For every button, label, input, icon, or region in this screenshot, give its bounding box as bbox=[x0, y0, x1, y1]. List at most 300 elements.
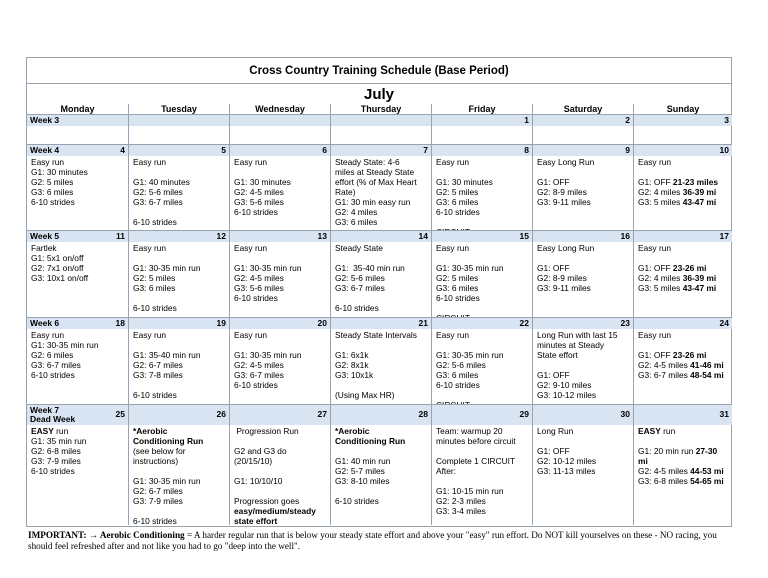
date-number: 16 bbox=[620, 231, 630, 241]
workout-text bbox=[436, 426, 530, 516]
workout-text-segment: G1: OFF bbox=[537, 177, 570, 187]
workout-line bbox=[436, 370, 530, 380]
workout-line bbox=[234, 187, 328, 197]
workout-line bbox=[638, 436, 730, 446]
day-cell bbox=[128, 404, 229, 525]
workout-text-segment: G3: 7-9 miles bbox=[31, 456, 81, 466]
workout-text bbox=[436, 330, 530, 410]
week-bar bbox=[129, 318, 229, 329]
week-bar bbox=[331, 231, 431, 242]
workout-line bbox=[537, 283, 631, 293]
week-label: Week 6 bbox=[30, 318, 60, 328]
date-number: 26 bbox=[216, 409, 226, 419]
workout-text-segment: Easy run bbox=[234, 157, 268, 167]
week-label: Week 4 bbox=[30, 145, 60, 155]
workout-text bbox=[638, 330, 730, 380]
week-label: Week 7 bbox=[30, 405, 60, 415]
date-number: 22 bbox=[519, 318, 529, 328]
week-bar bbox=[129, 405, 229, 425]
workout-text-segment: 6-10 strides bbox=[133, 217, 177, 227]
workout-text-segment: G3: 6-7 miles bbox=[234, 370, 284, 380]
workout-line bbox=[133, 370, 227, 380]
week-bar bbox=[230, 231, 330, 242]
date-number: 20 bbox=[317, 318, 327, 328]
workout-text-segment: G2 and G3 do bbox=[234, 446, 287, 456]
date-number: 9 bbox=[625, 145, 630, 155]
workout-line bbox=[335, 253, 429, 263]
workout-text-segment: G1: OFF bbox=[638, 263, 673, 273]
workout-text bbox=[638, 426, 730, 486]
workout-text-segment: G3: 10-12 miles bbox=[537, 390, 597, 400]
workout-text-segment: G3: 6-7 miles bbox=[638, 370, 691, 380]
workout-text-segment: Long Run bbox=[537, 426, 574, 436]
workout-line bbox=[31, 243, 126, 253]
workout-line bbox=[335, 496, 429, 506]
workout-text bbox=[638, 243, 730, 293]
workout-line bbox=[234, 243, 328, 253]
workout-line bbox=[31, 436, 126, 446]
workout-text-segment: G2: 6-8 miles bbox=[31, 446, 81, 456]
workout-line bbox=[436, 293, 530, 303]
week-bar bbox=[533, 405, 633, 425]
workout-text-segment: G2: 5 miles bbox=[436, 187, 479, 197]
workout-text-segment: Conditioning Run bbox=[335, 436, 406, 446]
workout-text-segment: run bbox=[53, 426, 69, 436]
workout-text-segment: 6-10 strides bbox=[234, 207, 278, 217]
date-number: 15 bbox=[519, 231, 529, 241]
workout-line bbox=[436, 177, 530, 187]
workout-text-segment: G3: 6-8 miles bbox=[638, 476, 691, 486]
week-bar bbox=[331, 115, 431, 126]
date-number: 24 bbox=[719, 318, 729, 328]
workout-line bbox=[133, 476, 227, 486]
workout-line bbox=[234, 506, 328, 516]
workout-text-segment: Easy run bbox=[638, 330, 672, 340]
workout-text-segment: Easy run bbox=[436, 157, 470, 167]
week-bar bbox=[533, 115, 633, 126]
day-cell bbox=[330, 230, 431, 317]
week-bar bbox=[129, 231, 229, 242]
day-cell bbox=[532, 144, 633, 230]
workout-line bbox=[133, 177, 227, 187]
date-number: 3 bbox=[724, 115, 729, 125]
workout-line bbox=[234, 293, 328, 303]
workout-line bbox=[31, 157, 126, 167]
week-bar bbox=[634, 231, 732, 242]
workout-text-segment: (see below for bbox=[133, 446, 186, 456]
week-bar bbox=[533, 145, 633, 156]
workout-line bbox=[537, 360, 631, 370]
workout-line bbox=[537, 456, 631, 466]
workout-text bbox=[133, 243, 227, 313]
week-bar bbox=[432, 405, 532, 425]
workout-text-segment: 23-26 mi bbox=[672, 263, 707, 273]
workout-line bbox=[436, 436, 530, 446]
workout-line bbox=[638, 263, 730, 273]
workout-line bbox=[335, 303, 429, 313]
workout-line bbox=[436, 506, 530, 516]
workout-line bbox=[436, 486, 530, 496]
day-cell bbox=[431, 144, 532, 230]
workout-line bbox=[638, 157, 730, 167]
workout-text bbox=[335, 243, 429, 313]
workout-text bbox=[31, 330, 126, 380]
workout-line bbox=[234, 516, 328, 526]
workout-line bbox=[537, 370, 631, 380]
date-number: 10 bbox=[719, 145, 729, 155]
workout-line bbox=[436, 243, 530, 253]
workout-text-segment: G2: 4 miles bbox=[335, 207, 378, 217]
workout-text-segment: G2: 8-9 miles bbox=[537, 273, 587, 283]
workout-line bbox=[335, 350, 429, 360]
date-number: 27 bbox=[317, 409, 327, 419]
workout-text-segment: minutes at Steady bbox=[537, 340, 605, 350]
week-bar bbox=[634, 318, 732, 329]
workout-line bbox=[133, 273, 227, 283]
workout-text-segment: 23-26 mi bbox=[672, 350, 707, 360]
workout-text-segment: G1: 20 min run bbox=[638, 446, 696, 456]
workout-line bbox=[436, 157, 530, 167]
workout-text-segment: G3: 11-13 miles bbox=[537, 466, 596, 476]
workout-line bbox=[436, 187, 530, 197]
workout-line bbox=[537, 390, 631, 400]
workout-line bbox=[537, 263, 631, 273]
day-cell bbox=[27, 404, 128, 525]
workout-text-segment: Easy run bbox=[133, 157, 167, 167]
workout-line bbox=[335, 486, 429, 496]
workout-line bbox=[234, 253, 328, 263]
workout-text-segment: Steady State Intervals bbox=[335, 330, 417, 340]
footnote-term: Aerobic Conditioning bbox=[99, 530, 185, 540]
workout-text-segment: 6-10 strides bbox=[436, 380, 480, 390]
workout-line bbox=[537, 243, 631, 253]
workout-text-segment: (20/15/10) bbox=[234, 456, 273, 466]
workout-line bbox=[638, 330, 730, 340]
workout-text-segment: Easy run bbox=[31, 330, 65, 340]
workout-line bbox=[133, 426, 227, 436]
workout-text bbox=[31, 157, 126, 207]
day-cell bbox=[431, 114, 532, 144]
workout-line bbox=[234, 446, 328, 456]
workout-text-segment: G3: 6 miles bbox=[31, 187, 74, 197]
workout-line bbox=[133, 340, 227, 350]
workout-text-segment: G1: 30-35 min run bbox=[436, 350, 504, 360]
workout-text-segment: G1: OFF bbox=[638, 350, 673, 360]
workout-text-segment: G3: 3-4 miles bbox=[436, 506, 486, 516]
workout-text-segment: 54-65 mi bbox=[690, 476, 724, 486]
day-cell bbox=[532, 317, 633, 404]
workout-text-segment: G3: 8-10 miles bbox=[335, 476, 390, 486]
date-number: 7 bbox=[423, 145, 428, 155]
workout-line bbox=[335, 466, 429, 476]
workout-line bbox=[436, 197, 530, 207]
workout-line bbox=[638, 177, 730, 187]
workout-text bbox=[335, 330, 429, 400]
workout-text-segment: G3: 5 miles bbox=[638, 283, 683, 293]
workout-text-segment: 6-10 strides bbox=[234, 293, 278, 303]
week-bar bbox=[533, 318, 633, 329]
workout-text-segment: G1: 30 minutes bbox=[436, 177, 493, 187]
workout-line bbox=[133, 506, 227, 516]
workout-line bbox=[234, 340, 328, 350]
workout-line bbox=[234, 360, 328, 370]
workout-line bbox=[335, 157, 429, 167]
workout-line bbox=[335, 273, 429, 283]
workout-text-segment: *Aerobic bbox=[335, 426, 370, 436]
day-cell bbox=[128, 114, 229, 144]
workout-line bbox=[133, 187, 227, 197]
workout-text-segment: 36-39 mi bbox=[682, 187, 717, 197]
week-bar bbox=[27, 405, 128, 425]
workout-text-segment: G2: 4 miles bbox=[638, 273, 683, 283]
workout-line bbox=[537, 167, 631, 177]
workout-text-segment: G3: 10x1 on/off bbox=[31, 273, 89, 283]
workout-text-segment: G2: 8x1k bbox=[335, 360, 369, 370]
workout-line bbox=[436, 283, 530, 293]
day-cell bbox=[229, 230, 330, 317]
workout-line bbox=[335, 390, 429, 400]
date-number: 31 bbox=[719, 409, 729, 419]
workout-line bbox=[335, 263, 429, 273]
workout-text-segment: Fartlek bbox=[31, 243, 57, 253]
workout-line bbox=[133, 516, 227, 526]
workout-line bbox=[335, 476, 429, 486]
workout-line bbox=[335, 436, 429, 446]
day-cell bbox=[431, 404, 532, 525]
workout-line bbox=[537, 187, 631, 197]
workout-line bbox=[436, 273, 530, 283]
day-cell bbox=[128, 230, 229, 317]
date-number: 17 bbox=[719, 231, 729, 241]
workout-line bbox=[638, 370, 730, 380]
workout-line bbox=[133, 243, 227, 253]
workout-line bbox=[31, 330, 126, 340]
workout-text bbox=[537, 426, 631, 476]
workout-line bbox=[234, 496, 328, 506]
workout-line bbox=[537, 273, 631, 283]
workout-text-segment: G3: 6 miles bbox=[436, 370, 479, 380]
day-cell bbox=[633, 230, 732, 317]
workout-line bbox=[436, 253, 530, 263]
workout-text-segment: G1: OFF bbox=[537, 263, 570, 273]
workout-text-segment: G1: 5x1 on/off bbox=[31, 253, 84, 263]
workout-line bbox=[638, 197, 730, 207]
workout-line bbox=[335, 207, 429, 217]
day-cell bbox=[532, 114, 633, 144]
day-cell bbox=[633, 114, 732, 144]
workout-text-segment: Rate) bbox=[335, 187, 356, 197]
workout-text-segment: G1: 10/10/10 bbox=[234, 476, 283, 486]
workout-text-segment: G2: 4 miles bbox=[638, 187, 683, 197]
workout-line bbox=[537, 197, 631, 207]
workout-line bbox=[537, 177, 631, 187]
workout-line bbox=[133, 466, 227, 476]
day-cell bbox=[27, 230, 128, 317]
workout-text-segment: G3: 6-7 miles bbox=[133, 197, 183, 207]
day-header-monday: Monday bbox=[60, 104, 95, 114]
workout-text-segment: minutes before circuit bbox=[436, 436, 516, 446]
week-bar bbox=[432, 115, 532, 126]
workout-line bbox=[133, 253, 227, 263]
workout-text-segment: 6-10 strides bbox=[335, 303, 379, 313]
workout-text-segment: G2: 5 miles bbox=[31, 177, 74, 187]
workout-text-segment: G2: 6-7 miles bbox=[133, 360, 183, 370]
workout-line bbox=[31, 197, 126, 207]
workout-text-segment: G1: 10-15 min run bbox=[436, 486, 504, 496]
workout-line bbox=[133, 293, 227, 303]
workout-line bbox=[31, 177, 126, 187]
workout-text-segment: 6-10 strides bbox=[436, 293, 480, 303]
workout-line bbox=[234, 157, 328, 167]
workout-line bbox=[133, 167, 227, 177]
workout-line bbox=[335, 446, 429, 456]
week-bar bbox=[129, 115, 229, 126]
workout-text-segment: Steady State: 4-6 bbox=[335, 157, 400, 167]
workout-text-segment: Team: warmup 20 bbox=[436, 426, 503, 436]
workout-text-segment: G3: 6 miles bbox=[436, 197, 479, 207]
workout-line bbox=[638, 187, 730, 197]
workout-line bbox=[234, 283, 328, 293]
workout-text-segment: G3: 5-6 miles bbox=[234, 197, 284, 207]
week-bar bbox=[432, 318, 532, 329]
date-number: 29 bbox=[519, 409, 529, 419]
workout-line bbox=[234, 330, 328, 340]
week-bar bbox=[27, 145, 128, 156]
workout-line bbox=[436, 217, 530, 227]
week-bar bbox=[230, 318, 330, 329]
day-header-sunday: Sunday bbox=[633, 104, 732, 114]
workout-text-segment: G2: 2-3 miles bbox=[436, 496, 486, 506]
workout-text-segment: G2: 6 miles bbox=[31, 350, 74, 360]
workout-text-segment: G2: 4-5 miles bbox=[638, 466, 691, 476]
workout-line bbox=[638, 456, 730, 466]
workout-text-segment: 27-30 bbox=[695, 446, 718, 456]
workout-line bbox=[234, 207, 328, 217]
workout-line bbox=[537, 426, 631, 436]
date-number: 19 bbox=[216, 318, 226, 328]
workout-text-segment: 6-10 strides bbox=[133, 516, 177, 526]
workout-line bbox=[234, 466, 328, 476]
workout-line bbox=[638, 283, 730, 293]
workout-line bbox=[234, 177, 328, 187]
day-cell bbox=[27, 144, 128, 230]
workout-text-segment: G2: 5 miles bbox=[436, 273, 479, 283]
workout-text-segment: G1: OFF bbox=[537, 446, 570, 456]
workout-line bbox=[537, 436, 631, 446]
workout-text-segment: Easy Long Run bbox=[537, 157, 595, 167]
workout-text bbox=[133, 330, 227, 400]
workout-line bbox=[436, 476, 530, 486]
workout-line bbox=[335, 243, 429, 253]
workout-line bbox=[638, 426, 730, 436]
workout-line bbox=[133, 360, 227, 370]
workout-text-segment: G1: OFF bbox=[537, 370, 570, 380]
workout-text-segment: 43-47 mi bbox=[682, 283, 717, 293]
week-bar bbox=[634, 405, 732, 425]
month-title: July bbox=[363, 85, 394, 103]
workout-line bbox=[638, 360, 730, 370]
workout-line bbox=[436, 360, 530, 370]
workout-text-segment: G1: 30-35 min run bbox=[133, 476, 201, 486]
workout-line bbox=[31, 263, 126, 273]
workout-text-segment: 6-10 strides bbox=[436, 207, 480, 217]
workout-text-segment: G3: 5 miles bbox=[638, 197, 683, 207]
week-sublabel: Dead Week bbox=[30, 414, 76, 424]
day-header-tuesday: Tuesday bbox=[128, 104, 229, 114]
workout-text-segment: 43-47 mi bbox=[682, 197, 717, 207]
workout-text-segment: 48-54 mi bbox=[690, 370, 724, 380]
week-bar bbox=[129, 145, 229, 156]
workout-text bbox=[31, 243, 126, 283]
workout-text-segment: G3: 6-7 miles bbox=[335, 283, 385, 293]
workout-line bbox=[234, 456, 328, 466]
workout-line bbox=[133, 496, 227, 506]
workout-text-segment: G3: 9-11 miles bbox=[537, 197, 591, 207]
workout-text-segment: After: bbox=[436, 466, 457, 476]
workout-text-segment: Easy run bbox=[638, 243, 672, 253]
workout-text-segment: G2: 9-10 miles bbox=[537, 380, 592, 390]
workout-text-segment: G3: 6-7 miles bbox=[31, 360, 81, 370]
workout-line bbox=[234, 486, 328, 496]
day-cell bbox=[431, 230, 532, 317]
week-bar bbox=[230, 405, 330, 425]
day-cell bbox=[431, 317, 532, 404]
day-cell bbox=[128, 317, 229, 404]
workout-line bbox=[436, 426, 530, 436]
workout-text-segment: G1: 35-40 min run bbox=[335, 263, 405, 273]
workout-text-segment: Progression goes bbox=[234, 496, 300, 506]
workout-line bbox=[537, 446, 631, 456]
workout-text-segment: G1: OFF bbox=[638, 177, 673, 187]
workout-text bbox=[436, 243, 530, 323]
workout-text-segment: EASY bbox=[31, 426, 54, 436]
workout-line bbox=[436, 466, 530, 476]
workout-text-segment: G1: 30-35 min run bbox=[31, 340, 99, 350]
workout-line bbox=[638, 253, 730, 263]
workout-text-segment: G1: 30-35 min run bbox=[436, 263, 504, 273]
week-bar bbox=[27, 115, 128, 126]
workout-text-segment: EASY bbox=[638, 426, 661, 436]
workout-line bbox=[335, 283, 429, 293]
workout-line bbox=[436, 330, 530, 340]
workout-text-segment: easy/medium/steady bbox=[234, 506, 316, 516]
workout-text-segment: Easy Long Run bbox=[537, 243, 595, 253]
week-bar bbox=[230, 145, 330, 156]
workout-line bbox=[133, 263, 227, 273]
footnote bbox=[28, 530, 733, 552]
date-number: 30 bbox=[620, 409, 630, 419]
week-bar bbox=[331, 145, 431, 156]
workout-line bbox=[335, 217, 429, 227]
date-number: 11 bbox=[116, 231, 125, 241]
workout-text bbox=[537, 157, 631, 207]
workout-text-segment: G2: 4-5 miles bbox=[234, 360, 284, 370]
week-bar bbox=[27, 231, 128, 242]
week-label: Week 3 bbox=[30, 115, 60, 125]
day-cell bbox=[633, 144, 732, 230]
workout-text-segment: G2: 5-7 miles bbox=[335, 466, 385, 476]
workout-text bbox=[234, 157, 328, 217]
day-header-friday: Friday bbox=[431, 104, 532, 114]
workout-text-segment: 21-23 miles bbox=[672, 177, 719, 187]
workout-line bbox=[234, 380, 328, 390]
workout-line bbox=[31, 426, 126, 436]
workout-text-segment: Steady State bbox=[335, 243, 383, 253]
workout-text-segment: Easy run bbox=[133, 243, 167, 253]
day-cell bbox=[128, 144, 229, 230]
workout-text-segment: G3: 7-9 miles bbox=[133, 496, 183, 506]
workout-text bbox=[537, 330, 631, 400]
